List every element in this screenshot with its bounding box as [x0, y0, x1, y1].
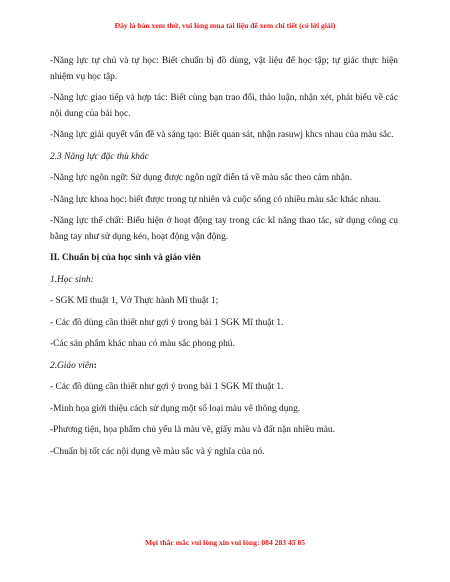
section-heading-II: II. Chuẩn bị của học sinh và giáo viên	[50, 253, 201, 263]
preview-notice-banner: Đây là bản xem thử, vui lòng mua tài liệu để xem chi tiết (có lời giải)	[114, 21, 336, 30]
student-item-textbooks: - SGK Mĩ thuật 1, Vở Thực hành Mĩ thuật 1;	[50, 296, 219, 306]
subheading-teacher-label: 2.Giáo viên	[50, 360, 94, 371]
subheading-students: 1.Học sinh:	[50, 274, 94, 285]
document-body	[50, 54, 398, 466]
student-item-materials: - Các đồ dùng cần thiết như gợi ý trong bài 1 SGK Mĩ thuật 1.	[50, 317, 284, 328]
competency-self-study: -Năng lực tự chủ và tự học: Biết chuẩn bị đồ dùng, vật liệu để học tập; tự giác thực hiện nhiệm vụ học tập.	[50, 56, 398, 82]
teacher-item-supplies: -Phương tiện, họa phẩm chủ yếu là màu vẽ, giấy màu và đất nặn nhiều màu.	[50, 425, 335, 435]
subheading-teacher-colon: :	[93, 360, 97, 371]
competency-language: -Năng lực ngôn ngữ: Sử dụng được ngôn ngữ diễn tả về màu sắc theo cảm nhận.	[50, 173, 352, 183]
teacher-item-materials: - Các đồ dùng cần thiết như gợi ý trong bài 1 SGK Mĩ thuật 1.	[50, 382, 284, 392]
teacher-item-illustration: -Minh họa giới thiệu cách sử dụng một số loại màu vẽ thông dụng.	[50, 403, 301, 414]
section-heading-2-3: 2.3 Năng lực đặc thù khác	[50, 151, 149, 162]
competency-physical: -Năng lực thể chất: Biểu hiện ở hoạt động tay trong các kĩ năng thao tác, sử dụng công cụ bằng tay như sử dụng kéo, hoạt động vận động.	[50, 216, 398, 242]
subheading-teacher	[50, 359, 398, 375]
competency-science: -Năng lực khoa học: biết được trong tự nhiên và cuộc sống có nhiều màu sắc khác nhau.	[50, 194, 382, 205]
student-item-products: -Các sản phẩm khác nhau có màu sắc phong phú.	[50, 339, 235, 349]
teacher-item-preparation: -Chuẩn bị tốt các nội dụng về màu sắc và ý nghĩa của nó.	[50, 446, 265, 457]
competency-communication: -Năng lực giao tiếp và hợp tác: Biết cùng bạn trao đổi, thảo luận, nhận xét, phát biểu về các nội dung của bài học.	[50, 93, 398, 119]
contact-banner: Mọi thắc mắc vui lòng xin vui lòng: 084 283 45 85	[144, 538, 306, 547]
competency-problem-solving: -Năng lực giải quyết vấn đề và sáng tạo: Biết quan sát, nhận rasuwj khcs nhau của màu sắc.	[50, 130, 394, 140]
